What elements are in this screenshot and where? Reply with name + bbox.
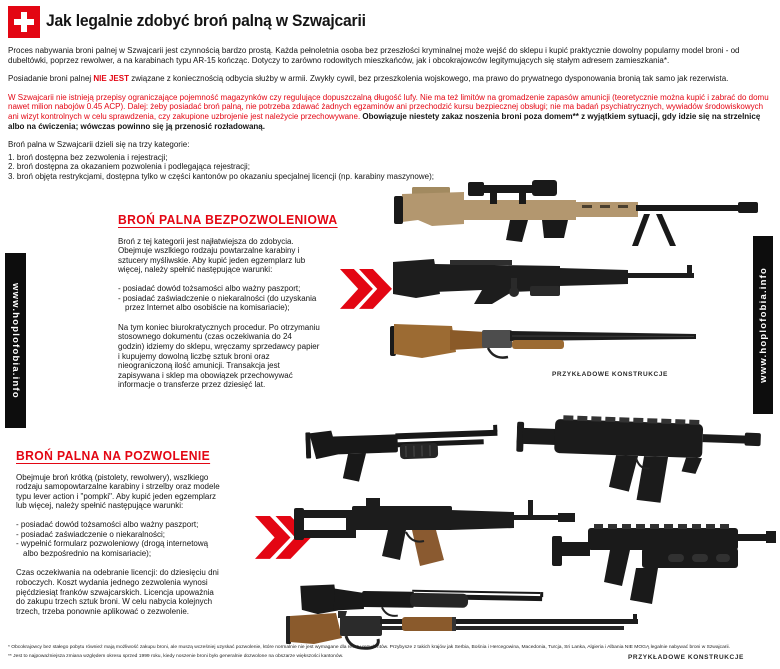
section-no-permit [118, 213, 338, 390]
site-url-bar-left [5, 253, 26, 428]
intro-paragraph-3 [8, 93, 770, 131]
scoped-sniper-rifle-image [392, 176, 764, 248]
section2-bullet-2: - posiadać zaświadczenie o niekaralności; [16, 529, 165, 539]
sig-assault-rifle-image [292, 488, 577, 578]
example-designs-caption-1: PRZYKŁADOWE KONSTRUKCJE [552, 371, 668, 378]
section2-paragraph-1: Obejmuje broń krótką (pistolety, rewolwery), wszlkiego rodzaju samopowtarzalne karabiny i strzelby oraz modele typu lever action i "pompki". Aby kupić jeden egzemplarz lub więcej, należy spełnić następujące warunki: [16, 472, 220, 511]
footnote-2: ** Jest to najpoważniejsza zmiana względem okresu sprzed 1999 roku, kiedy noszenie broni było generalnie dozwolone na obszarze większości kantonów. [8, 654, 344, 659]
double-chevron-right-icon [340, 269, 392, 315]
category-item-3: 3. broń objęta restrykcjami, dostępna tylko w części kantonów po okazaniu specjalnej licencji (np. karabiny maszynowe); [8, 171, 434, 181]
footnotes [8, 643, 772, 661]
intro-p2-highlight: NIE JEST [93, 74, 129, 84]
section-no-permit-heading: BROŃ PALNA BEZPOZWOLENIOWA [118, 213, 338, 227]
intro-p3-red: W Szwajcarii nie istnieją przepisy ograniczające pojemność magazynków czy regulujące dopuszczalną długość lufy. Nie ma też limitów na gromadzenie zapasów amunicji (teoretycznie można kupić i zabrać do domu nawet milion nabojów 0.45 ACP). Dalej: żeby posiadać broń palną, nie potrzeba zdawać żadnych egzaminów ani przechodzić kursu bezpiecznej obsługi; nie ma badań psychiatrycznych, wywiadów środowiskowych ani wizyt kontrolnych w celu sprawdzenia, czy zakupione uzbrojenie jest należycie przechowywane. [8, 92, 769, 121]
pump-action-shotgun-image [305, 417, 507, 488]
section2-bullets [16, 520, 224, 558]
section-permit-heading: BROŃ PALNA NA POZWOLENIE [16, 449, 211, 463]
section1-bullets [118, 284, 320, 313]
section1-paragraph-2: Na tym koniec biurokratycznych procedur. Po otrzymaniu stosownego dokumentu (czas oczekiwania do 24 godzin) idziemy do sklepu, wręczamy sprzedawcy papier i kupujemy dowolną liczbę sztuk broni oraz nieograniczoną ilość amunicji. Transakcja jest zapisywana i sklep ma obowiązek przechowywać informacje o transferze przez dziesięć lat. [118, 322, 320, 390]
site-url-bar-right [753, 236, 773, 414]
page-title: Jak legalnie zdobyć broń palną w Szwajcarii [46, 11, 366, 30]
section1-paragraph-1: Broń z tej kategorii jest najłatwiejsza do zdobycia. Obejmuje wszlkiego rodzaju powtarzalne karabiny i sztucery myśliwskie. Aby kupić jeden egzemplarz lub więcej, należy spełnić następujące warunki: [118, 236, 306, 275]
example-designs-caption-2: PRZYKŁADOWE KONSTRUKCJE [628, 654, 744, 661]
site-url-text: www.hoplofobia.info [10, 282, 21, 399]
intro-paragraph-1: Proces nabywania broni palnej w Szwajcarii jest czynnością bardzo prostą. Każda pełnoletnia osoba bez przeszłości kryminalnej może wejść do sklepu i kupić praktycznie dowolny popularny model broni - od dubeltówki, poprzez rewolwer, a na karabinach typu AR-15 kończąc. Dotyczy to zarówno rodowitych mieszkańców, jak i obcokrajowców legitymujących się stałym adresem zamieszkania*. [8, 46, 740, 65]
tactical-carbine-image [552, 512, 777, 608]
bolt-action-rifle-image [390, 250, 702, 308]
footnote-1: * Obcokrajowcy bez stałego pobytu również mają możliwość zakupu broni, ale muszą wcześniej uzyskać pozwolenie, które normalnie nie jest wymagane dla reszty rezydentów. Przybysze z takich krajów jak Serbia, Bośnia i Hercegowina, Macedonia, Turcja, Sri Lanka, Algieria i Albania NIE MOGĄ legalnie nabywać broni w Szwajcarii. [8, 645, 730, 650]
intro-text [8, 46, 770, 181]
intro-paragraph-2 [8, 74, 770, 84]
site-url-text: www.hoplofobia.info [757, 267, 769, 383]
section2-paragraph-2: Czas oczekiwania na odebranie licencji: do dziesięciu dni roboczych. Koszt wydania jednego zezwolenia wynosi pięćdziesiąt franków szwajcarskich. Licencja upoważnia do zakupu trzech sztuk broni. W celu nabycia kolejnych trzech, trzeba ponownie aplikować o zezwolenie. [16, 568, 219, 616]
swiss-flag-icon [8, 6, 40, 38]
intro-p2-post: związane z koniecznością odbycia służby w armii. Zwykły cywil, bez przeszkolenia wojskowego, ma prawo do prywatnego dysponowania bronią tak samo jak rezerwista. [128, 74, 729, 84]
double-barrel-shotgun-image [388, 310, 704, 374]
swiss-cross-horizontal [14, 19, 34, 25]
category-item-2: 2. broń dostępna za okazaniem pozwolenia i podlegająca rejestracji; [8, 162, 250, 172]
category-item-1: 1. broń dostępna bez zezwolenia i rejestracji; [8, 152, 168, 162]
section-permit-required [16, 449, 224, 616]
intro-p3-bold: Obowiązuje niestety zakaz noszenia broni poza domem** z wyjątkiem sytuacji, gdy idzie się na strzelnicę albo na ćwiczenia; wówczas powinno się ją przenosić rozładowaną. [8, 111, 761, 131]
intro-p2-pre: Posiadanie broni palnej [8, 74, 94, 84]
section2-bullet-3: - wypełnić formularz pozwoleniowy (drogą internetową albo bezpośrednio na komisariacie); [16, 539, 209, 558]
section2-bullet-1: - posiadać dowód tożsamości albo ważny paszport; [16, 519, 199, 529]
section1-bullet-2: - posiadać zaświadczenie o niekaralności (do uzyskania przez Internet albo osobiście na komisariacie); [118, 293, 317, 313]
intro-paragraph-4: Broń palna w Szwajcarii dzieli się na trzy kategorie: [8, 140, 190, 150]
section1-bullet-1: - posiadać dowód tożsamości albo ważny paszport; [118, 283, 301, 293]
